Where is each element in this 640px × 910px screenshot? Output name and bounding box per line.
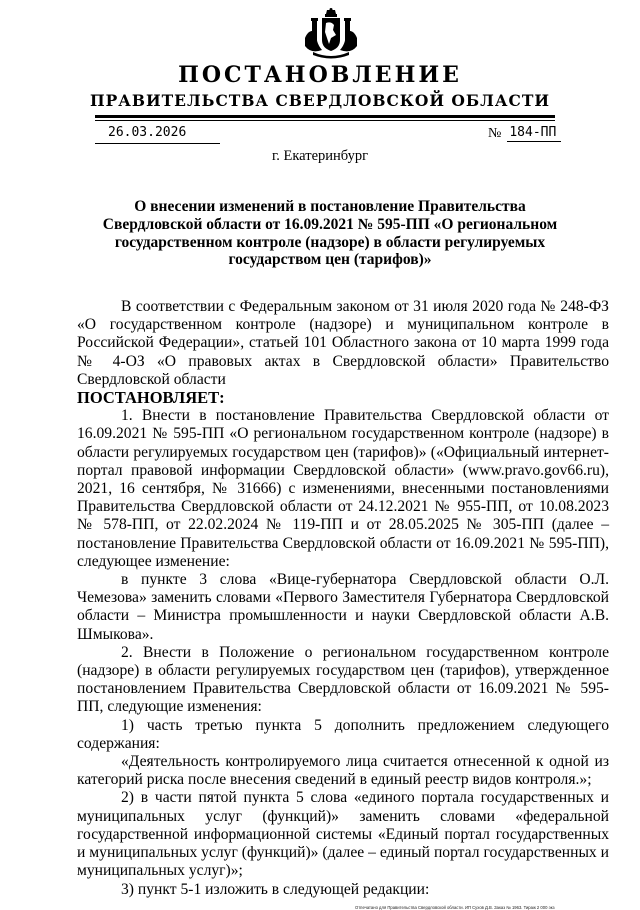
document-type-title: ПОСТАНОВЛЕНИЕ bbox=[178, 62, 462, 88]
preamble-paragraph: В соответствии с Федеральным законом от 31 июля 2020 года № 248-ФЗ «О государственном контроле (надзоре) и муниципальном контроле в Российской Федерации», статьей 101 Областного закона от 10 марта 1999 года № 4-ОЗ «О правовых актах в Свердловской области» Правительство Свердловской области bbox=[77, 298, 609, 388]
document-body bbox=[77, 298, 609, 899]
date-underline bbox=[95, 143, 220, 144]
print-imprint: Отпечатано для Правительства Свердловской области. ИП Сухов Д.В. Заказ № 1963. Тираж 2 000 экз bbox=[355, 905, 555, 910]
subclause-3: 3) пункт 5-1 изложить в следующей редакции: bbox=[121, 880, 430, 898]
subclause-1-text: «Деятельность контролируемого лица считается отнесенной к одной из категорий риска после внесения сведений в единый реестр видов контроля.»; bbox=[77, 753, 609, 789]
city: г. Екатеринбург bbox=[271, 148, 369, 164]
coat-of-arms-icon bbox=[303, 8, 359, 60]
document-number: 184-ПП bbox=[507, 124, 561, 142]
document-heading: О внесении изменений в постановление Правительства Свердловской области от 16.09.2021 № 595-ПП «О региональном государственном контроле (надзоре) в области регулируемых государством цен (тарифов)» bbox=[102, 198, 558, 269]
clause-1-amendment: в пункте 3 слова «Вице-губернатора Свердловской области О.Л. Чемезова» заменить словами «Первого Заместителя Губернатора Свердловской области – Министра промышленности и науки Свердловской области А.В. Шмыкова». bbox=[77, 571, 609, 643]
subclause-1: 1) часть третью пункта 5 дополнить предложением следующего содержания: bbox=[77, 716, 609, 752]
resolves-keyword: ПОСТАНОВЛЯЕТ: bbox=[77, 388, 225, 408]
clause-1-paragraph: 1. Внести в постановление Правительства Свердловской области от 16.09.2021 № 595-ПП «О региональном государственном контроле (надзоре) в области регулируемых государством цен (тарифов)» («Официальный интернет-портал правовой информации Свердловской области» (www.pravo.gov66.ru), 2021, 16 сентября, № 31666) с изменениями, внесенными постановлениями Правительства Свердловской области от 24.12.2021 № 955-ПП, от 10.08.2023 № 578-ПП, от 22.02.2024 № 119-ПП и от 28.05.2025 № 305-ПП (далее – постановление Правительства Свердловской области от 16.09.2021 № 595-ПП), следующее изменение: bbox=[77, 407, 609, 570]
header-divider-thin bbox=[95, 120, 555, 121]
number-sign: № bbox=[488, 126, 502, 141]
subclause-2: 2) в части пятой пункта 5 слова «единого портала государственных и муниципальных услуг (функций)» заменить словами «федеральной государственной информационной системы «Единый портал государственных и муниципальных услуг (функций)» (далее – единый портал государственных и муниципальных услуг)»; bbox=[77, 789, 609, 880]
document-number-block bbox=[488, 124, 561, 144]
clause-2-paragraph: 2. Внести в Положение о региональном государственном контроле (надзоре) в области регулируемых государством цен (тарифов), утвержденное постановлением Правительства Свердловской области от 16.09.2021 № 595-ПП, следующие изменения: bbox=[77, 643, 609, 716]
issuing-authority: ПРАВИТЕЛЬСТВА СВЕРДЛОВСКОЙ ОБЛАСТИ bbox=[89, 91, 551, 110]
header-divider-thick bbox=[95, 115, 555, 118]
document-date: 26.03.2026 bbox=[108, 125, 187, 140]
